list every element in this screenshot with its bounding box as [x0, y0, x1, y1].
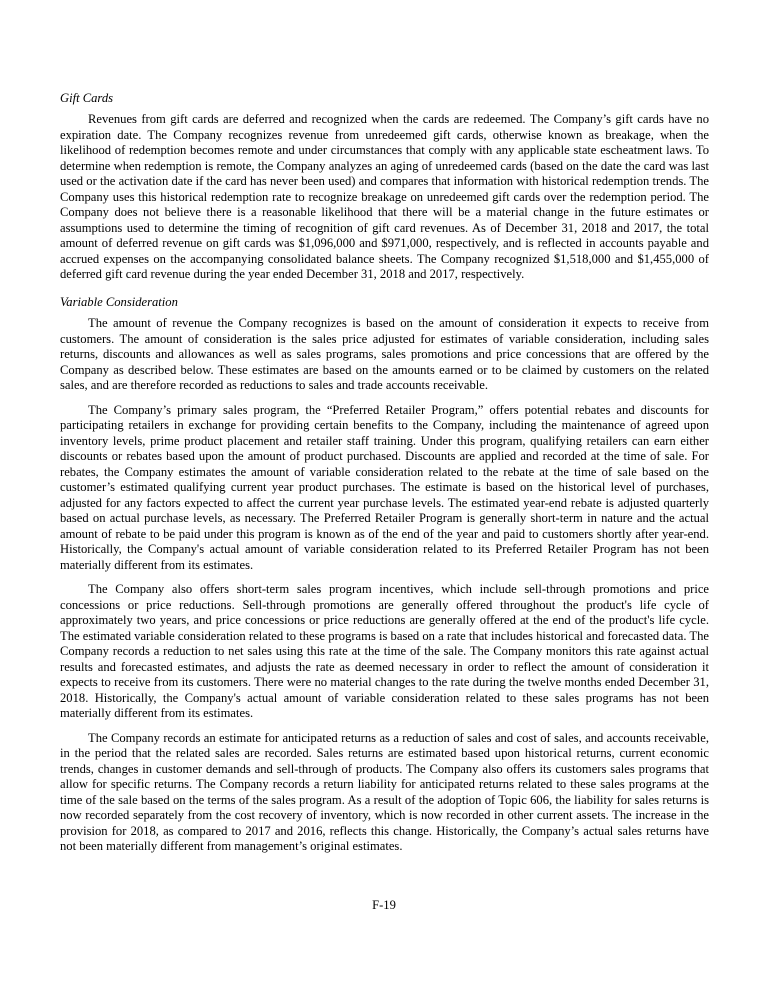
paragraph-variable-consideration-1: The amount of revenue the Company recognizes is based on the amount of consideration it expects to receive from customers. The amount of consideration is the sales price adjusted for estimates of variable consideration, including sales returns, discounts and allowances as well as sales programs, sales promotions and price concessions that are offered by the Company as described below. These estimates are based on the amounts earned or to be claimed by customers on the related sales, and are therefore recorded as reductions to sales and trade accounts receivable.: [60, 316, 709, 393]
paragraph-gift-cards-1: Revenues from gift cards are deferred and recognized when the cards are redeemed. The Company’s gift cards have no expiration date. The Company recognizes revenue from unredeemed gift cards, otherwise known as breakage, when the likelihood of redemption becomes remote and under circumstances that comply with any applicable state escheatment laws. To determine when redemption is remote, the Company analyzes an aging of unredeemed cards (based on the date the card was last used or the activation date if the card has never been used) and compares that information with historical redemption trends. The Company uses this historical redemption rate to recognize breakage on unredeemed gift cards over the redemption period. The Company does not believe there is a reasonable likelihood that there will be a material change in the future estimates or assumptions used to determine the timing of recognition of gift card revenues. As of December 31, 2018 and 2017, the total amount of deferred revenue on gift cards was $1,096,000 and $971,000, respectively, and is reflected in accounts payable and accrued expenses on the accompanying consolidated balance sheets. The Company recognized $1,518,000 and $1,455,000 of deferred gift card revenue during the year ended December 31, 2018 and 2017, respectively.: [60, 112, 709, 282]
paragraph-variable-consideration-4: The Company records an estimate for anticipated returns as a reduction of sales and cost of sales, and accounts receivable, in the period that the related sales are recorded. Sales returns are estimated based upon historical returns, current economic trends, changes in customer demands and sell-through of products. The Company also offers its customers sales programs that allow for specific returns. The Company records a return liability for anticipated returns related to these sales programs at the time of the sale based on the terms of the sales program. As a result of the adoption of Topic 606, the liability for sales returns is now recorded separately from the cost recovery of inventory, which is now recorded in other current assets. The increase in the provision for 2018, as compared to 2017 and 2016, reflects this change. Historically, the Company’s actual sales returns have not been materially different from management’s original estimates.: [60, 730, 709, 854]
section-heading-gift-cards: Gift Cards: [60, 91, 114, 105]
section-heading-variable-consideration: Variable Consideration: [60, 294, 178, 309]
paragraph-variable-consideration-2: The Company’s primary sales program, the “Preferred Retailer Program,” offers potential rebates and discounts for participating retailers in exchange for providing certain benefits to the Company, including the maintenance of agreed upon inventory levels, prime product placement and retailer staff training. Under this program, qualifying retailers can earn either discounts or rebates based upon the amount of product purchased. Discounts are applied and recorded at the time of sale. For rebates, the Company estimates the amount of variable consideration related to the rebate at the time of sale based on the customer’s estimated qualifying current year product purchases. The estimate is based on the historical level of purchases, adjusted for any factors expected to affect the current year purchase levels. The estimated year-end rebate is adjusted quarterly based on actual purchase levels, as necessary. The Preferred Retailer Program is generally short-term in nature and the actual amount of rebate to be paid under this program is known as of the end of the year and paid to customers shortly after year-end. Historically, the Company's actual amount of variable consideration related to its Preferred Retailer Program has not been materially different from its estimates.: [60, 402, 709, 572]
page-content: [60, 91, 709, 864]
page-number: F-19: [372, 898, 396, 912]
paragraph-variable-consideration-3: The Company also offers short-term sales program incentives, which include sell-through promotions and price concessions or price reductions. Sell-through promotions are generally offered throughout the product's life cycle of approximately two years, and price concessions or price reductions are generally offered at the end of the product's life cycle. The estimated variable consideration related to these programs is based on a rate that includes historical and forecasted data. The Company records a reduction to net sales using this rate at the time of the sale. The Company monitors this rate against actual results and forecasted estimates, and adjusts the rate as deemed necessary in order to reflect the amount of consideration it expects to receive from its customers. There were no material changes to the rate during the twelve months ended December 31, 2018. Historically, the Company's actual amount of variable consideration related to these sales programs has not been materially different from its estimates.: [60, 582, 709, 721]
